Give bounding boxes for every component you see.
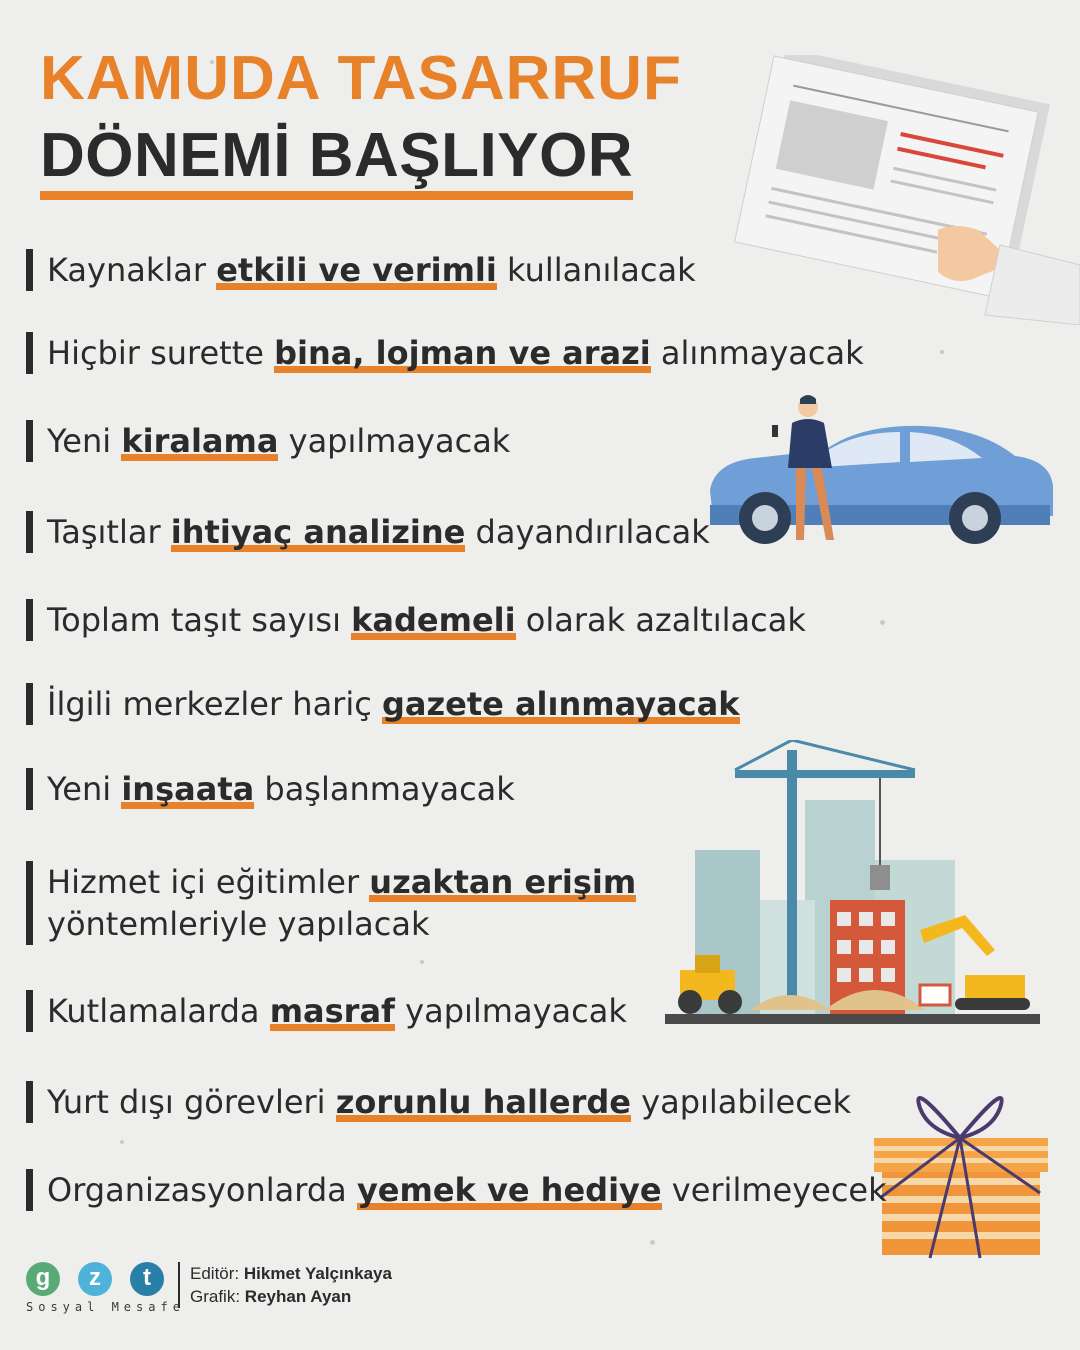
list-item: Hiçbir surette bina, lojman ve arazi alınmayacak — [26, 332, 864, 374]
logo-tagline: Sosyal Mesafe — [26, 1300, 185, 1314]
speck — [120, 1140, 124, 1144]
editor-credit: Editör: Hikmet Yalçınkaya — [190, 1264, 392, 1283]
brand-logo — [26, 1262, 185, 1314]
gift-icon — [870, 1088, 1050, 1263]
list-item: Toplam taşıt sayısı kademeli olarak azaltılacak — [26, 599, 806, 641]
speck — [650, 1240, 655, 1245]
logo-letter-g: g — [26, 1262, 60, 1296]
graphic-credit: Grafik: Reyhan Ayan — [190, 1287, 352, 1306]
credits — [178, 1262, 392, 1308]
list-item: Hizmet içi eğitimler uzaktan erişim yöntemleriyle yapılacak — [26, 861, 636, 945]
page-subtitle: DÖNEMİ BAŞLIYOR — [40, 121, 634, 190]
speck — [880, 620, 885, 625]
list-item: Yurt dışı görevleri zorunlu hallerde yapılabilecek — [26, 1081, 851, 1123]
logo-letter-z: z — [78, 1262, 112, 1296]
newspaper-icon — [720, 55, 1080, 325]
list-item: Organizasyonlarda yemek ve hediye verilmeyecek — [26, 1169, 887, 1211]
list-item: Kaynaklar etkili ve verimli kullanılacak — [26, 249, 696, 291]
speck — [420, 960, 424, 964]
car-icon — [700, 395, 1055, 555]
logo-letter-t: t — [130, 1262, 164, 1296]
list-item: Taşıtlar ihtiyaç analizine dayandırılacak — [26, 511, 710, 553]
page-subtitle-block — [40, 121, 634, 200]
list-item: Yeni inşaata başlanmayacak — [26, 768, 515, 810]
list-item: Kutlamalarda masraf yapılmayacak — [26, 990, 627, 1032]
speck — [940, 350, 944, 354]
construction-icon — [665, 740, 1040, 1030]
list-item: İlgili merkezler hariç gazete alınmayacak — [26, 683, 740, 725]
subtitle-underline — [40, 191, 633, 200]
page-title: KAMUDA TASARRUF — [40, 44, 682, 113]
list-item: Yeni kiralama yapılmayacak — [26, 420, 510, 462]
